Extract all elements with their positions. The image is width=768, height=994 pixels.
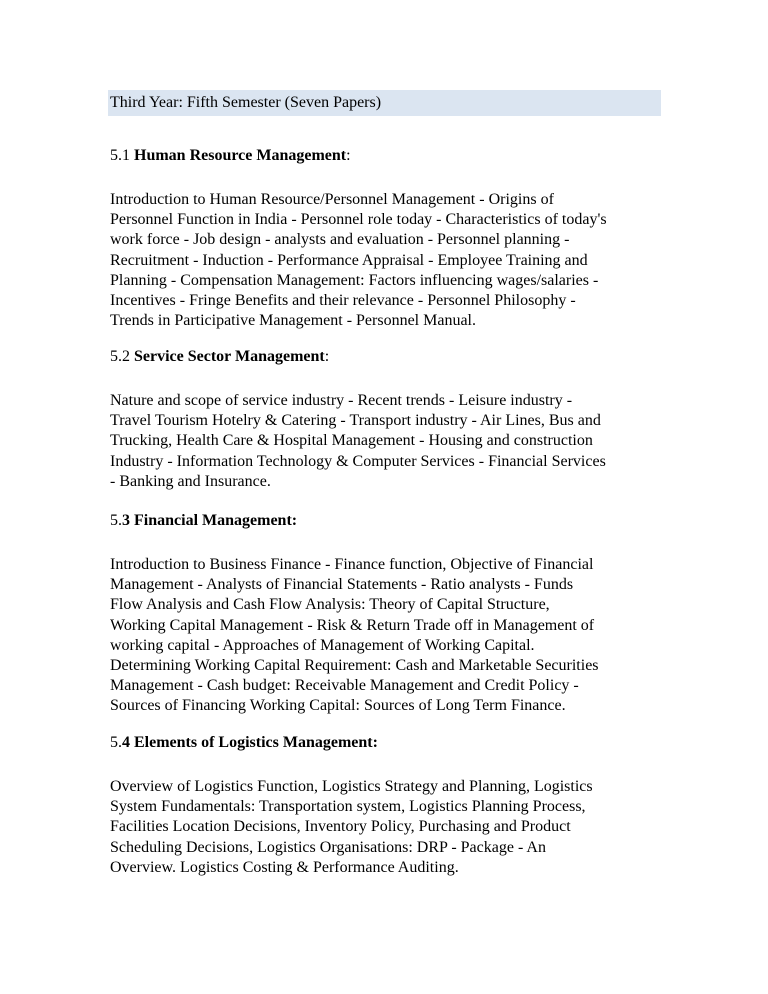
semester-header-title: Third Year: Fifth Semester (Seven Papers) — [110, 94, 382, 111]
section-body — [110, 190, 670, 331]
body-line: Management - Cash budget: Receivable Management and Credit Policy - — [110, 677, 579, 695]
section-heading — [110, 511, 670, 531]
body-line: Introduction to Human Resource/Personnel Management - Origins of — [110, 191, 554, 208]
section-heading — [110, 347, 670, 367]
section-body — [110, 777, 670, 878]
body-line: Sources of Financing Working Capital: Sources of Long Term Finance. — [110, 697, 566, 715]
body-line: Trucking, Health Care & Hospital Management - Housing and construction — [110, 432, 593, 450]
body-line: Travel Tourism Hotelry & Catering - Transport industry - Air Lines, Bus and — [110, 412, 601, 430]
body-line: work force - Job design - analysts and evaluation - Personnel planning - — [110, 231, 570, 249]
body-line: Overview. Logistics Costing & Performance Auditing. — [110, 858, 459, 876]
section-5-4 — [110, 733, 670, 878]
body-line: Planning - Compensation Management: Factors influencing wages/salaries - — [110, 271, 599, 289]
section-number: 5.1 — [110, 147, 130, 164]
section-title: 3 Financial Management: — [122, 512, 298, 529]
section-number: 5.2 — [110, 348, 130, 365]
section-number: 5. — [110, 512, 122, 529]
section-title-suffix: : — [324, 348, 330, 365]
section-5-2 — [110, 347, 670, 492]
section-title-suffix: : — [346, 147, 351, 164]
section-title: 4 Elements of Logistics Management: — [122, 734, 378, 751]
body-line: Flow Analysis and Cash Flow Analysis: Theory of Capital Structure, — [110, 596, 550, 614]
body-line: working capital - Approaches of Management of Working Capital. — [110, 636, 535, 654]
section-5-3 — [110, 511, 670, 717]
body-line: Scheduling Decisions, Logistics Organisations: DRP - Package - An — [110, 838, 546, 856]
section-heading — [110, 733, 670, 753]
body-line: Overview of Logistics Function, Logistics Strategy and Planning, Logistics — [110, 778, 593, 795]
section-number: 5. — [110, 734, 122, 751]
body-line: Trends in Participative Management - Personnel Manual. — [110, 312, 476, 330]
section-body — [110, 391, 670, 492]
body-line: Incentives - Fringe Benefits and their relevance - Personnel Philosophy - — [110, 292, 576, 310]
body-line: Nature and scope of service industry - Recent trends - Leisure industry - — [110, 392, 573, 409]
body-line: Determining Working Capital Requirement: Cash and Marketable Securities — [110, 657, 599, 675]
body-line: System Fundamentals: Transportation system, Logistics Planning Process, — [110, 798, 586, 816]
section-title: Human Resource Management — [134, 147, 347, 164]
body-line: - Banking and Insurance. — [110, 472, 271, 490]
semester-header-band — [108, 90, 661, 116]
body-line: Industry - Information Technology & Computer Services - Financial Services — [110, 452, 606, 470]
section-heading — [110, 146, 670, 166]
body-line: Facilities Location Decisions, Inventory Policy, Purchasing and Product — [110, 818, 571, 836]
section-body — [110, 555, 670, 717]
section-title: Service Sector Management — [134, 348, 325, 365]
body-line: Recruitment - Induction - Performance Appraisal - Employee Training and — [110, 251, 588, 269]
body-line: Introduction to Business Finance - Finance function, Objective of Financial — [110, 556, 594, 573]
body-line: Personnel Function in India - Personnel role today - Characteristics of today's — [110, 211, 607, 229]
body-line: Working Capital Management - Risk & Return Trade off in Management of — [110, 616, 595, 634]
section-5-1 — [110, 146, 670, 331]
body-line: Management - Analysts of Financial Statements - Ratio analysts - Funds — [110, 576, 574, 594]
